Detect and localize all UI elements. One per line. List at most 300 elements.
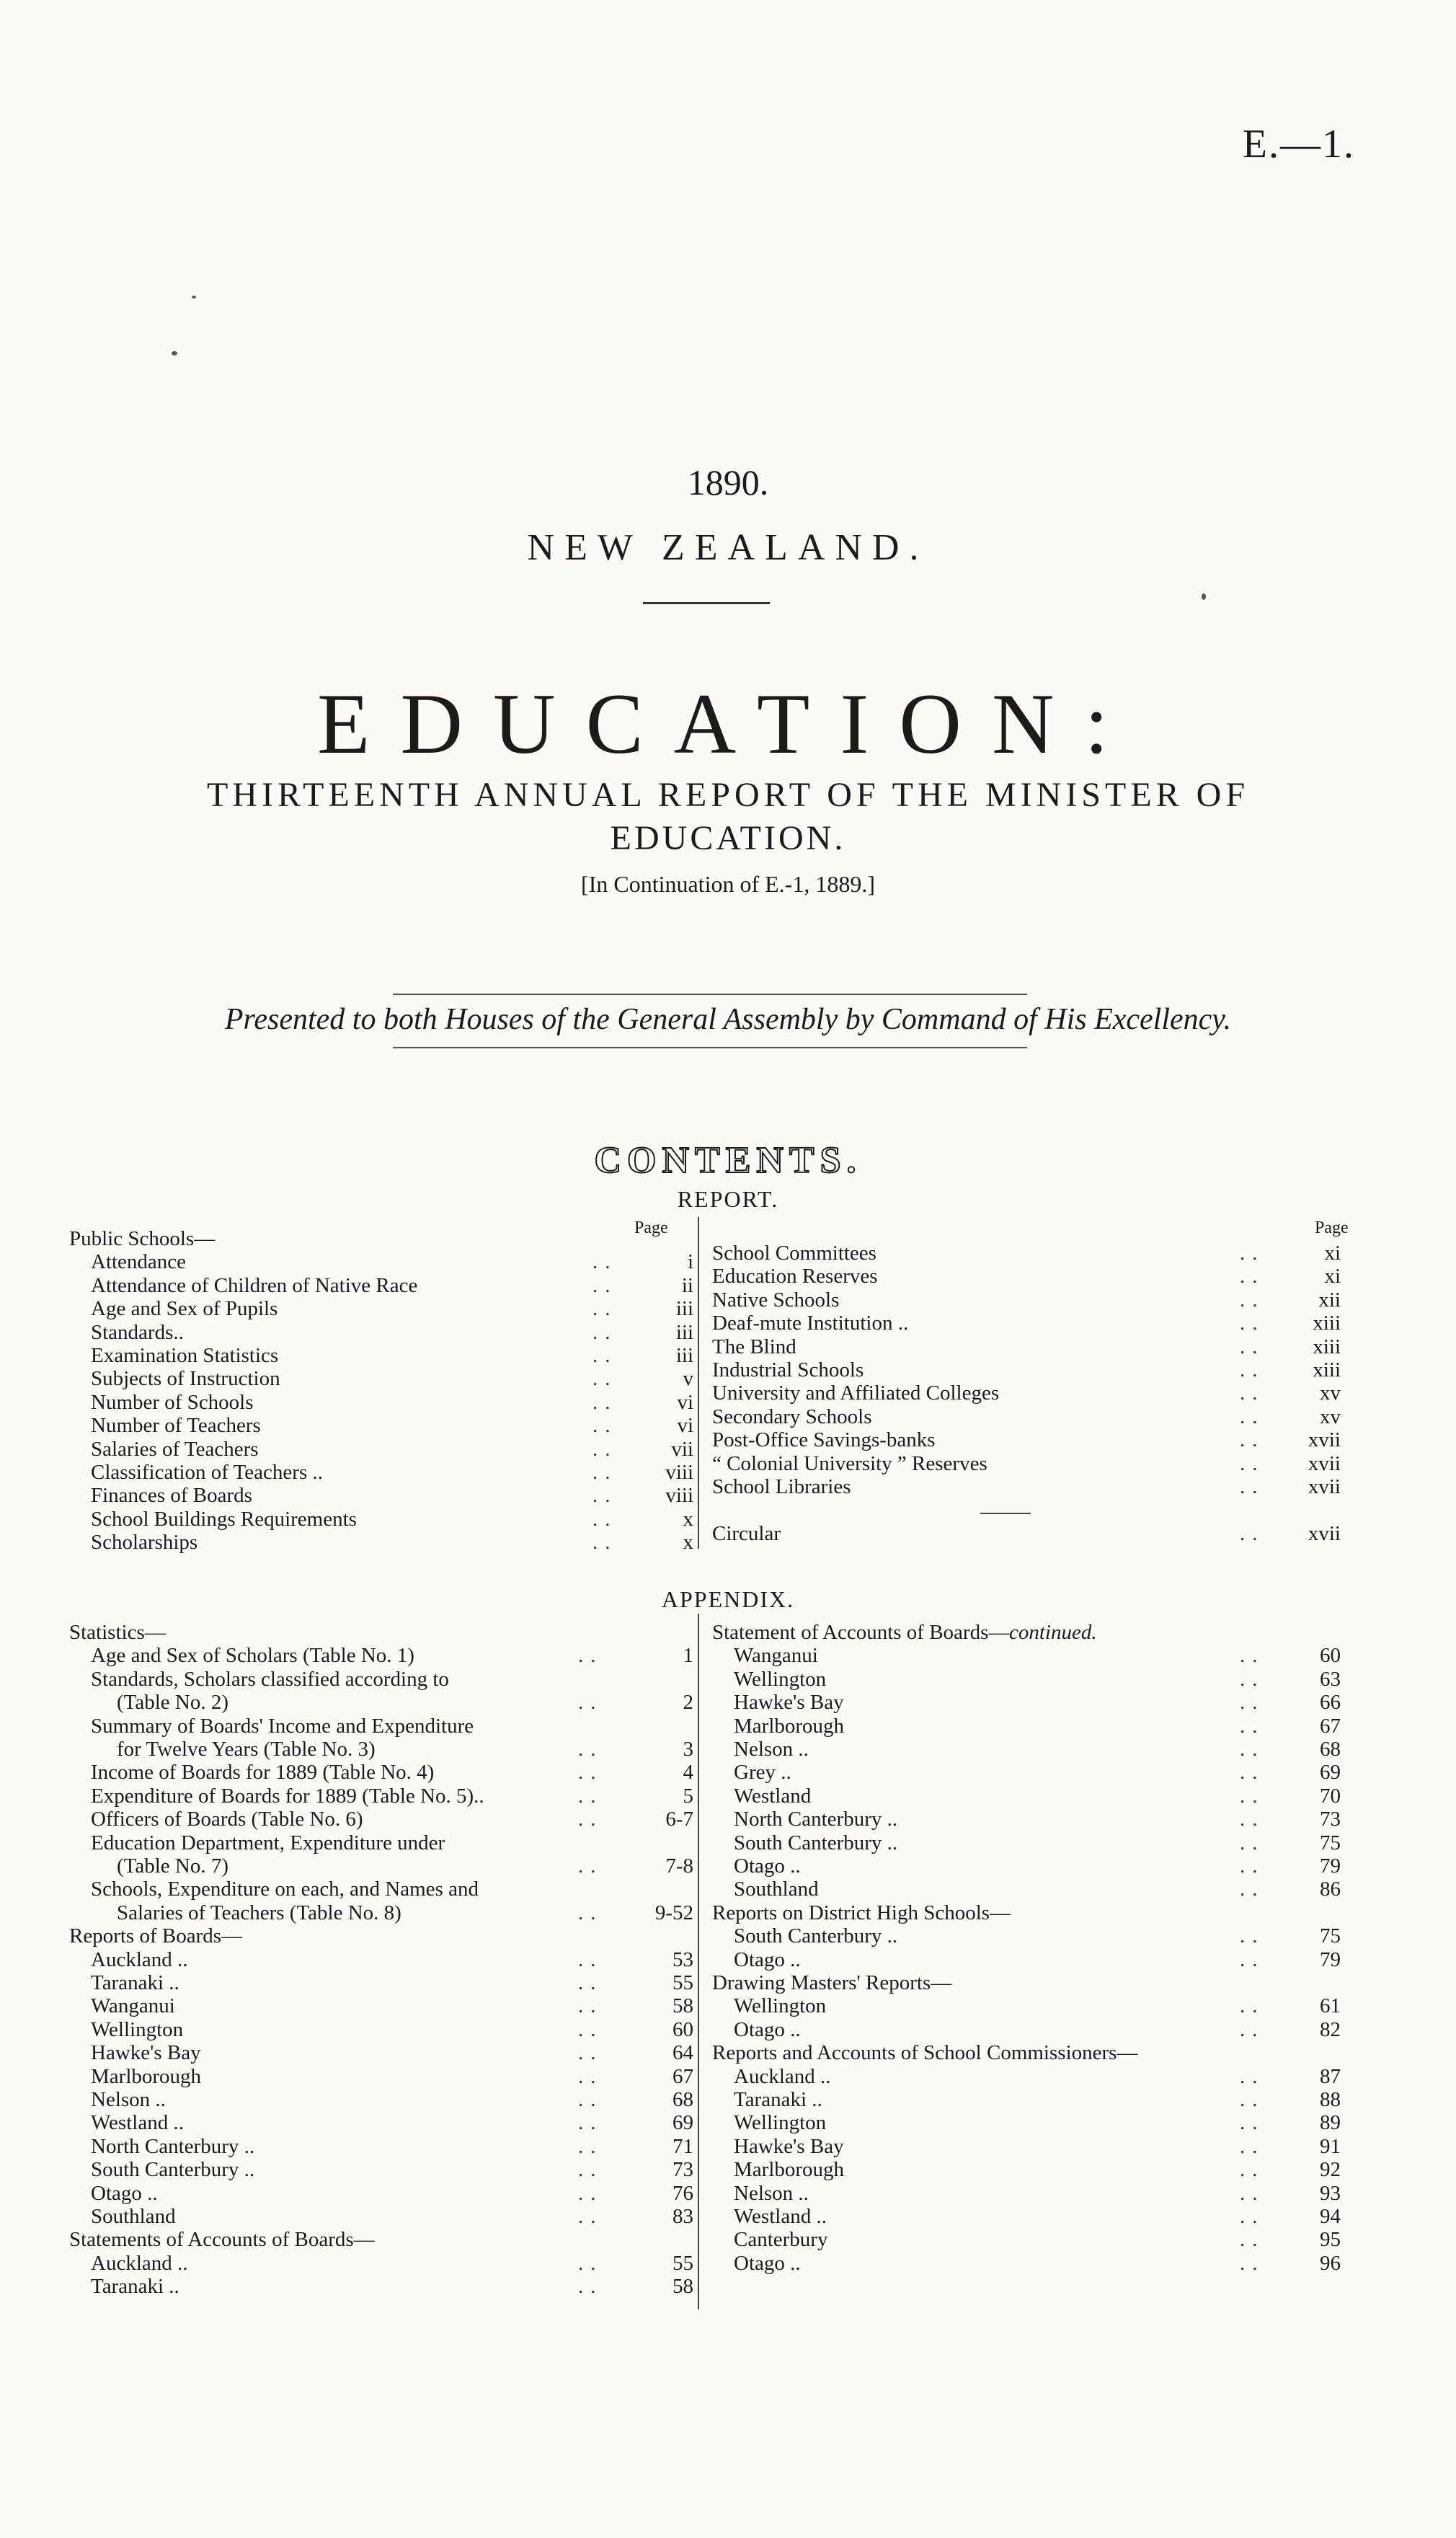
toc-entry-title: Otago .. (734, 2251, 801, 2275)
toc-entry (712, 1405, 1341, 1428)
toc-entry (712, 1715, 1341, 1738)
toc-entry-title: The Blind (712, 1335, 796, 1358)
leader-dots: .. (1240, 1405, 1265, 1428)
leader-dots: .. (578, 2041, 603, 2065)
toc-entry-title: Otago .. (91, 2181, 158, 2205)
toc-entry-page: v (683, 1367, 693, 1391)
leader-dots: .. (1240, 1854, 1265, 1878)
leader-dots: .. (1240, 1312, 1265, 1335)
toc-entry (712, 1901, 1341, 1924)
toc-entry-title: Taranaki .. (91, 1971, 179, 1994)
leader-dots: .. (1240, 1947, 1265, 1971)
toc-entry-title: Marlborough (734, 2158, 845, 2182)
leader-dots: .. (1240, 2228, 1265, 2252)
toc-entry (712, 1691, 1341, 1714)
toc-entry (712, 1644, 1341, 1667)
toc-entry (712, 2111, 1341, 2134)
toc-entry (69, 1461, 693, 1484)
toc-entry (712, 1265, 1341, 1288)
toc-entry-title: South Canterbury .. (734, 1831, 898, 1854)
toc-entry-page: 88 (1320, 2088, 1341, 2111)
leader-dots: .. (1240, 1335, 1265, 1358)
leader-dots: .. (578, 1691, 603, 1715)
toc-entry-page: 60 (1320, 1644, 1341, 1668)
leader-dots: .. (1240, 1475, 1265, 1498)
toc-entry-title: Auckland .. (91, 1947, 188, 1971)
leader-dots: .. (592, 1273, 618, 1297)
leader-dots: .. (578, 2251, 603, 2275)
toc-entry-title: Post-Office Savings-banks (712, 1428, 936, 1452)
toc-entry (69, 1367, 693, 1390)
leader-dots: .. (1240, 1667, 1265, 1691)
toc-entry (712, 2205, 1341, 2228)
toc-entry (69, 1715, 693, 1738)
report-heading: REPORT. (677, 1186, 779, 1212)
toc-entry-page: 87 (1320, 2064, 1341, 2088)
leader-dots: .. (592, 1437, 618, 1461)
toc-entry-title: Examination Statistics (91, 1344, 279, 1367)
leader-dots: .. (578, 1644, 603, 1668)
leader-dots: .. (1240, 2017, 1265, 2041)
toc-entry (69, 1391, 693, 1414)
leader-dots: .. (578, 1854, 603, 1878)
toc-entry-page: 68 (1320, 1738, 1341, 1761)
toc-entry (712, 2182, 1341, 2205)
toc-entry-page: 92 (1320, 2158, 1341, 2182)
toc-entry-page: 7-8 (665, 1854, 693, 1878)
toc-entry-title: Standards, Scholars classified according to (91, 1667, 449, 1691)
toc-entry (69, 1644, 693, 1667)
leader-dots: .. (592, 1390, 618, 1414)
toc-entry (712, 1381, 1341, 1405)
toc-entry-title: (Table No. 7) (117, 1854, 228, 1878)
toc-entry-page: vii (671, 1437, 693, 1461)
page-column-label: Page (1315, 1219, 1349, 1237)
toc-entry-page: 71 (672, 2134, 693, 2158)
toc-entry (69, 2182, 693, 2205)
toc-entry-page: 79 (1320, 1947, 1341, 1971)
toc-entry-page: 55 (672, 1971, 693, 1994)
leader-dots: .. (578, 2275, 603, 2299)
toc-entry (69, 1484, 693, 1507)
toc-entry-title: Canterbury (734, 2228, 828, 2252)
leader-dots: .. (1240, 1831, 1265, 1854)
toc-entry-page: 3 (683, 1738, 693, 1761)
toc-entry-title: Southland (91, 2205, 176, 2228)
toc-entry-title: Subjects of Instruction (91, 1367, 280, 1391)
toc-entry-page: 61 (1320, 1994, 1341, 2018)
toc-entry-title: Nelson .. (734, 1738, 809, 1761)
toc-entry-title: Nelson .. (734, 2181, 809, 2205)
toc-entry-title: Schools, Expenditure on each, and Names and (91, 1878, 479, 1901)
toc-entry (69, 1831, 693, 1854)
toc-entry-title: Hawke's Bay (734, 1691, 844, 1715)
toc-entry-title: Hawke's Bay (91, 2041, 201, 2065)
appendix-heading: APPENDIX. (661, 1586, 795, 1612)
toc-entry (69, 2135, 693, 2158)
leader-dots: .. (1240, 1358, 1265, 1381)
continuation-note: [In Continuation of E.-1, 1889.] (581, 871, 875, 897)
toc-entry (69, 1227, 693, 1250)
leader-dots: .. (1240, 1381, 1265, 1405)
toc-entry-italic: continued. (1009, 1621, 1097, 1644)
leader-dots: .. (1240, 1644, 1265, 1668)
toc-entry (69, 1414, 693, 1437)
toc-entry-title: Wellington (734, 2111, 827, 2135)
toc-entry (69, 1531, 693, 1554)
toc-entry-page: xv (1320, 1381, 1341, 1405)
toc-entry-page: 63 (1320, 1667, 1341, 1691)
toc-entry-title: Auckland .. (91, 2251, 188, 2275)
toc-entry-page: 83 (672, 2205, 693, 2228)
toc-entry-title: Native Schools (712, 1288, 840, 1312)
toc-entry (69, 1274, 693, 1297)
toc-entry (712, 1312, 1341, 1335)
toc-entry-title: Expenditure of Boards for 1889 (Table No. 5).. (91, 1784, 484, 1808)
toc-entry-title: Nelson .. (91, 2088, 166, 2111)
leader-dots: .. (578, 2181, 603, 2205)
toc-entry-title: Attendance (91, 1250, 187, 1274)
toc-entry (69, 1994, 693, 2017)
toc-entry-title: Statement of Accounts of Boards— (712, 1621, 1010, 1644)
toc-entry-page: 86 (1320, 1878, 1341, 1901)
toc-entry-page: 67 (1320, 1714, 1341, 1738)
toc-entry-title: Classification of Teachers .. (91, 1461, 323, 1484)
toc-entry (69, 2088, 693, 2111)
toc-entry-page: 89 (1320, 2111, 1341, 2135)
toc-entry-page: 69 (1320, 1761, 1341, 1785)
toc-entry-title: Westland .. (91, 2111, 184, 2135)
toc-entry-title: Wellington (734, 1667, 827, 1691)
leader-dots: .. (578, 2158, 603, 2182)
toc-entry (712, 1854, 1341, 1878)
toc-entry-title: School Libraries (712, 1475, 851, 1498)
toc-entry (712, 2228, 1341, 2251)
leader-dots: .. (1240, 1738, 1265, 1761)
leader-dots: .. (1240, 1784, 1265, 1808)
toc-entry (712, 1288, 1341, 1312)
toc-entry-title: Finances of Boards (91, 1484, 252, 1508)
page-column-label: Page (634, 1219, 668, 1237)
leader-dots: .. (592, 1531, 618, 1555)
toc-entry (69, 2205, 693, 2228)
toc-entry-page: 82 (1320, 2017, 1341, 2041)
leader-dots: .. (1240, 1924, 1265, 1948)
leader-dots: .. (592, 1344, 618, 1367)
toc-entry-page: vi (677, 1390, 693, 1414)
toc-entry-page: xvii (1308, 1428, 1341, 1452)
leader-dots: .. (578, 2064, 603, 2088)
leader-dots: .. (578, 2017, 603, 2041)
toc-entry-title: Salaries of Teachers (91, 1437, 259, 1461)
toc-entry-page: ii (681, 1273, 693, 1297)
toc-entry-title: Reports of Boards— (69, 1924, 243, 1948)
toc-entry-page: viii (665, 1484, 693, 1508)
toc-entry-title: Auckland .. (734, 2064, 831, 2088)
year: 1890. (687, 462, 769, 503)
toc-entry (712, 1668, 1341, 1691)
toc-entry (69, 2041, 693, 2064)
toc-entry-page: 5 (683, 1784, 693, 1808)
toc-entry-page: 66 (1320, 1691, 1341, 1715)
leader-dots: .. (592, 1484, 618, 1508)
leader-dots: .. (1240, 2111, 1265, 2135)
country: NEW ZEALAND. (527, 527, 929, 568)
toc-entry-title: Reports and Accounts of School Commissioners— (712, 2041, 1138, 2065)
toc-entry (69, 1668, 693, 1691)
toc-entry-page: 2 (683, 1691, 693, 1715)
toc-entry-title: Marlborough (91, 2064, 202, 2088)
leader-dots: .. (1240, 1691, 1265, 1715)
toc-entry (69, 1344, 693, 1367)
toc-entry (712, 1878, 1341, 1901)
toc-entry (712, 1242, 1341, 1265)
leader-dots: .. (592, 1297, 618, 1321)
toc-entry-title: Scholarships (91, 1531, 198, 1555)
leader-dots: .. (1240, 2181, 1265, 2205)
toc-entry (712, 1831, 1341, 1854)
toc-entry-title: Marlborough (734, 1714, 845, 1738)
divider (393, 994, 1027, 995)
toc-entry-title: Westland (734, 1784, 812, 1808)
leader-dots: .. (578, 1761, 603, 1785)
toc-entry-page: xii (1318, 1288, 1341, 1312)
toc-entry-title: Statements of Accounts of Boards— (69, 2228, 375, 2252)
leader-dots: .. (1240, 1265, 1265, 1288)
toc-entry-title: North Canterbury .. (91, 2134, 255, 2158)
leader-dots: .. (578, 1901, 603, 1924)
leader-dots: .. (578, 2111, 603, 2135)
toc-entry-title: (Table No. 2) (117, 1691, 228, 1715)
toc-entry (69, 2018, 693, 2041)
subtitle-line-1: THIRTEENTH ANNUAL REPORT OF THE MINISTER OF (206, 776, 1250, 814)
toc-entry-title: Reports on District High Schools— (712, 1901, 1011, 1924)
toc-entry (712, 2252, 1341, 2275)
leader-dots: .. (592, 1367, 618, 1391)
toc-entry (712, 1808, 1341, 1831)
document-reference: E.—1. (1242, 122, 1355, 167)
toc-entry-title: University and Affiliated Colleges (712, 1381, 1000, 1405)
toc-entry-page: 58 (672, 2275, 693, 2299)
toc-entry (712, 1498, 1341, 1521)
toc-entry-title: Officers of Boards (Table No. 6) (91, 1808, 363, 1831)
toc-entry-title: Otago .. (734, 1854, 801, 1878)
toc-entry (69, 1948, 693, 1971)
toc-entry-title: Southland (734, 1878, 819, 1901)
toc-entry-page: 75 (1320, 1831, 1341, 1854)
toc-entry (712, 1358, 1341, 1381)
leader-dots: .. (1240, 2088, 1265, 2111)
toc-entry-title: for Twelve Years (Table No. 3) (117, 1738, 376, 1761)
toc-entry (69, 1508, 693, 1531)
toc-entry-page: xi (1324, 1265, 1341, 1288)
toc-entry-title: Taranaki .. (91, 2275, 179, 2299)
toc-entry-title: Otago .. (734, 1947, 801, 1971)
leader-dots: .. (592, 1461, 618, 1484)
column-divider (698, 1217, 699, 1549)
subtitle-line-2: EDUCATION. (610, 819, 846, 857)
toc-entry-page: 96 (1320, 2251, 1341, 2275)
leader-dots: .. (1240, 1428, 1265, 1452)
toc-entry (712, 1785, 1341, 1808)
toc-entry-page: i (687, 1250, 693, 1274)
leader-dots: .. (578, 2205, 603, 2228)
toc-entry-title: Circular (712, 1521, 781, 1545)
toc-entry (712, 2135, 1341, 2158)
toc-entry (69, 1297, 693, 1320)
print-speck (1202, 593, 1206, 600)
toc-entry-title: Public Schools— (69, 1227, 216, 1250)
toc-entry-title: Hawke's Bay (734, 2134, 844, 2158)
leader-dots: .. (578, 1738, 603, 1761)
leader-dots: .. (1240, 1761, 1265, 1785)
toc-entry (69, 1901, 693, 1924)
leader-dots: .. (1240, 1714, 1265, 1738)
toc-entry-title: Drawing Masters' Reports— (712, 1971, 952, 1994)
toc-entry (69, 2275, 693, 2298)
toc-entry (69, 1738, 693, 1761)
toc-entry (69, 1438, 693, 1461)
toc-entry-page: iii (675, 1320, 693, 1344)
toc-entry (69, 1971, 693, 1994)
toc-entry-page: 68 (672, 2088, 693, 2111)
print-speck (172, 351, 177, 355)
toc-entry (712, 1428, 1341, 1451)
toc-entry (712, 2158, 1341, 2181)
toc-entry-page: 4 (683, 1761, 693, 1785)
print-speck (192, 296, 196, 299)
leader-dots: .. (578, 1784, 603, 1808)
toc-entry-title: Attendance of Children of Native Race (91, 1273, 418, 1297)
toc-entry-title: Education Department, Expenditure under (91, 1831, 445, 1854)
leader-dots: .. (578, 1947, 603, 1971)
leader-dots: .. (592, 1414, 618, 1438)
toc-entry (712, 1971, 1341, 1994)
toc-entry-title: Number of Schools (91, 1390, 254, 1414)
toc-entry (69, 1878, 693, 1901)
toc-entry-title: Education Reserves (712, 1265, 878, 1288)
leader-dots: .. (592, 1507, 618, 1531)
toc-entry (69, 1761, 693, 1784)
leader-dots: .. (592, 1250, 618, 1274)
toc-entry (712, 2088, 1341, 2111)
toc-entry (69, 2158, 693, 2181)
toc-entry-page: vi (677, 1414, 693, 1438)
toc-entry (69, 1785, 693, 1808)
toc-entry-page: xvii (1308, 1475, 1341, 1498)
toc-entry-page: iii (675, 1344, 693, 1367)
leader-dots: .. (578, 1808, 603, 1831)
leader-dots: .. (1240, 2205, 1265, 2228)
toc-entry-page: 60 (672, 2017, 693, 2041)
toc-entry (712, 1924, 1341, 1947)
toc-entry-page: 55 (672, 2251, 693, 2275)
toc-entry (69, 1621, 693, 1644)
toc-entry-title: Deaf-mute Institution .. (712, 1312, 909, 1335)
toc-entry (69, 1924, 693, 1947)
toc-entry-page: xvii (1308, 1451, 1341, 1475)
toc-entry (712, 1452, 1341, 1475)
leader-dots: .. (592, 1320, 618, 1344)
toc-entry (69, 1854, 693, 1878)
leader-dots: .. (1240, 1521, 1265, 1545)
toc-entry-page: xiii (1313, 1335, 1341, 1358)
toc-entry-title: “ Colonial University ” Reserves (712, 1451, 987, 1475)
toc-entry (712, 1335, 1341, 1358)
toc-entry (712, 1994, 1341, 2017)
toc-entry-title: Industrial Schools (712, 1358, 864, 1381)
toc-entry (69, 2065, 693, 2088)
toc-entry-title: Standards.. (91, 1320, 184, 1344)
toc-entry-title: Income of Boards for 1889 (Table No. 4) (91, 1761, 435, 1785)
toc-entry-title: Number of Teachers (91, 1414, 261, 1438)
toc-entry-page: xiii (1313, 1358, 1341, 1381)
toc-entry-page: 9-52 (654, 1901, 693, 1924)
toc-entry (712, 2018, 1341, 2041)
toc-entry-title: North Canterbury .. (734, 1808, 898, 1831)
contents-heading: CONTENTS. (594, 1140, 862, 1181)
toc-entry-page: 64 (672, 2041, 693, 2065)
toc-entry-title: School Committees (712, 1242, 876, 1265)
leader-dots: .. (1240, 2064, 1265, 2088)
toc-entry-page: 73 (672, 2158, 693, 2182)
toc-entry-page: viii (665, 1461, 693, 1484)
toc-entry (69, 2252, 693, 2275)
leader-dots: .. (1240, 2158, 1265, 2182)
toc-entry-title: Grey .. (734, 1761, 791, 1785)
leader-dots: .. (1240, 1808, 1265, 1831)
toc-entry-title: Wanganui (734, 1644, 818, 1668)
toc-entry-title: Otago .. (734, 2017, 801, 2041)
leader-dots: .. (1240, 1288, 1265, 1312)
toc-entry-title: Taranaki .. (734, 2088, 822, 2111)
toc-entry (712, 1761, 1341, 1784)
toc-entry-page: 79 (1320, 1854, 1341, 1878)
toc-entry-title: South Canterbury .. (91, 2158, 255, 2182)
toc-entry-page: 76 (672, 2181, 693, 2205)
toc-entry-page: 6-7 (665, 1808, 693, 1831)
main-title: EDUCATION: (317, 676, 1139, 771)
toc-entry (712, 1475, 1341, 1498)
toc-entry-page: 70 (1320, 1784, 1341, 1808)
toc-entry-title: Secondary Schools (712, 1405, 872, 1428)
toc-entry (712, 1948, 1341, 1971)
toc-entry (69, 1250, 693, 1273)
toc-entry-title: Age and Sex of Scholars (Table No. 1) (91, 1644, 414, 1668)
column-divider (698, 1614, 699, 2309)
toc-entry-page: 69 (672, 2111, 693, 2135)
leader-dots: .. (1240, 2134, 1265, 2158)
toc-entry (712, 2041, 1341, 2064)
toc-entry-title: School Buildings Requirements (91, 1507, 357, 1531)
toc-entry-title: Salaries of Teachers (Table No. 8) (117, 1901, 401, 1924)
leader-dots: .. (1240, 1994, 1265, 2018)
toc-entry (69, 2111, 693, 2134)
toc-entry-page: 67 (672, 2064, 693, 2088)
leader-dots: .. (1240, 2251, 1265, 2275)
toc-entry-page: 95 (1320, 2228, 1341, 2252)
presented-line: Presented to both Houses of the General Assembly by Command of His Excellency. (224, 1003, 1232, 1036)
toc-entry-page: xi (1324, 1242, 1341, 1265)
divider (393, 1047, 1027, 1048)
toc-entry-page: x (683, 1531, 693, 1555)
divider (643, 602, 770, 604)
toc-entry-title: Summary of Boards' Income and Expenditure (91, 1714, 474, 1738)
leader-dots: .. (1240, 1878, 1265, 1901)
toc-entry (712, 2065, 1341, 2088)
toc-entry (69, 1321, 693, 1344)
toc-entry-title: Westland .. (734, 2205, 827, 2228)
